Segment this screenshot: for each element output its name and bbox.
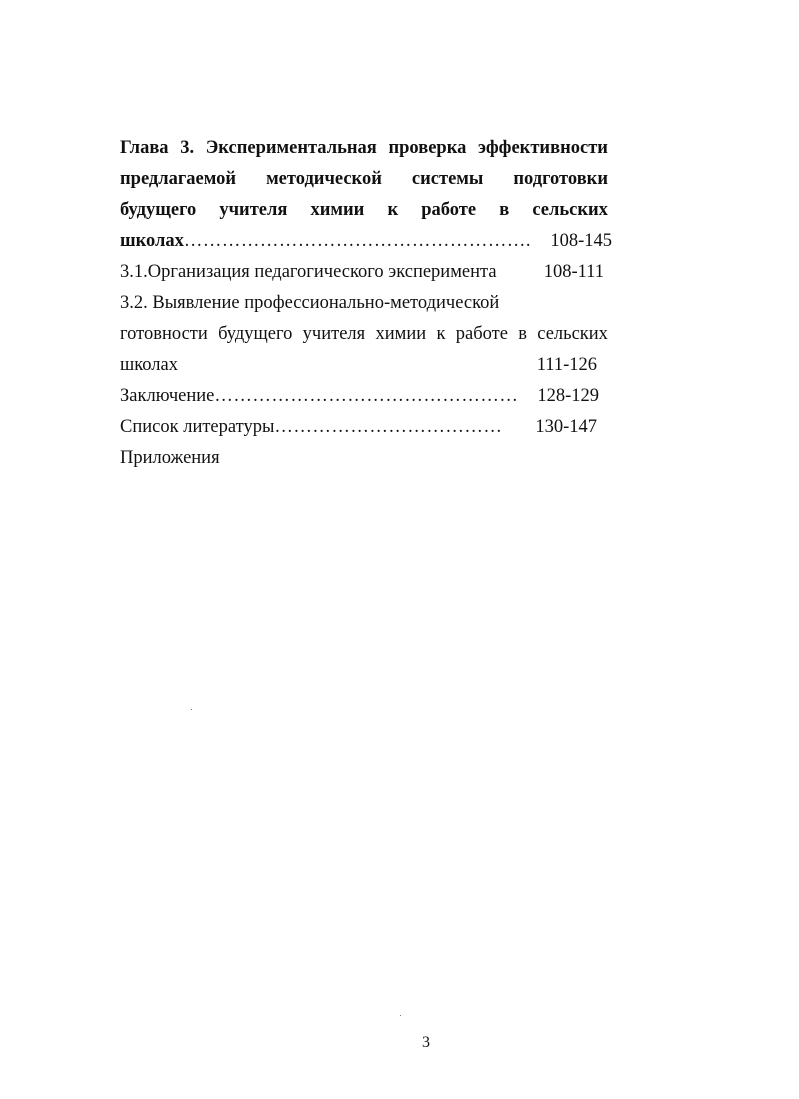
section32-line-3 bbox=[120, 350, 608, 381]
chapter3-title-line-1 bbox=[120, 133, 608, 164]
section32-pages: 111-126 bbox=[536, 355, 597, 375]
word: химии bbox=[310, 200, 365, 220]
word: работе bbox=[421, 200, 477, 220]
toc-entry-appendices: Приложения bbox=[120, 448, 220, 468]
page-number: 3 bbox=[422, 1034, 430, 1051]
references-label: Список литературы bbox=[120, 417, 275, 437]
word: 3. bbox=[180, 138, 195, 158]
word: будущего bbox=[120, 200, 197, 220]
dot-leader: ……………………………… bbox=[274, 417, 503, 437]
chapter3-pages: 108-145 bbox=[550, 231, 612, 251]
word: работе bbox=[455, 324, 508, 344]
word: будущего bbox=[218, 324, 293, 344]
word: системы bbox=[411, 169, 484, 189]
word: в bbox=[499, 200, 510, 220]
word: методической bbox=[266, 169, 382, 189]
word: к bbox=[387, 200, 399, 220]
references-pages: 130-147 bbox=[535, 417, 597, 437]
word: эффективности bbox=[477, 138, 608, 158]
conclusion-pages: 128-129 bbox=[537, 386, 599, 406]
word: химии bbox=[375, 324, 427, 344]
word: готовности bbox=[120, 324, 208, 344]
word: проверка bbox=[388, 138, 467, 158]
scan-speck bbox=[191, 709, 192, 710]
word: в bbox=[518, 324, 527, 344]
section32-end: школах bbox=[120, 355, 178, 375]
word: подготовки bbox=[513, 169, 608, 189]
scan-speck bbox=[400, 1015, 401, 1016]
word: учителя bbox=[302, 324, 366, 344]
word: Экспериментальная bbox=[205, 138, 377, 158]
word: учителя bbox=[219, 200, 288, 220]
section32-line-1: 3.2. Выявление профессионально-методической bbox=[120, 293, 500, 313]
chapter3-title-line-4 bbox=[120, 226, 612, 257]
chapter3-title-line-3 bbox=[120, 195, 608, 226]
section31-label: 3.1.Организация педагогического эксперимента bbox=[120, 262, 497, 282]
chapter3-title-end: школах bbox=[120, 231, 184, 251]
chapter3-title-line-2 bbox=[120, 164, 608, 195]
dot-leader: ………………………………………… bbox=[214, 386, 519, 406]
word: предлагаемой bbox=[120, 169, 237, 189]
word: Глава bbox=[120, 138, 169, 158]
toc-entry-references bbox=[120, 412, 608, 443]
section31-pages: 108-111 bbox=[543, 262, 604, 282]
toc-entry-3-1 bbox=[120, 257, 608, 288]
section32-line-2 bbox=[120, 319, 608, 350]
word: к bbox=[436, 324, 446, 344]
word: сельских bbox=[537, 324, 608, 344]
conclusion-label: Заключение bbox=[120, 386, 215, 406]
word: сельских bbox=[532, 200, 608, 220]
dot-leader: ………………………………………………. bbox=[183, 231, 532, 251]
table-of-contents bbox=[120, 133, 612, 474]
toc-entry-conclusion bbox=[120, 381, 608, 412]
